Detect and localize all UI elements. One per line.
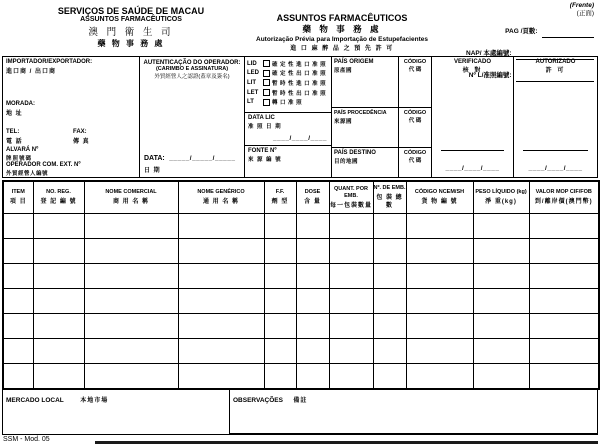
checkbox-icon	[263, 60, 270, 67]
table-cell	[178, 239, 264, 264]
auth-date-label: DATA:	[144, 155, 165, 162]
page-number-label: PAG /頁數:	[505, 28, 538, 35]
page-number-blank	[542, 29, 594, 38]
table-cell	[178, 314, 264, 339]
table-cell	[373, 239, 406, 264]
col-header-net-weight: PESO LÍQUIDO (kg) 淨 重(kg)	[473, 181, 529, 214]
verified-date-blank: ____/____/____	[445, 165, 500, 172]
licence-code: LET	[247, 89, 259, 96]
table-row	[3, 289, 599, 314]
table-cell	[33, 264, 84, 289]
table-cell	[473, 289, 529, 314]
licence-date-box	[244, 112, 332, 146]
address-label-zh: 地 址	[6, 111, 23, 117]
licence-number-label: Nº L/准照編號:	[468, 72, 512, 79]
table-cell	[296, 339, 329, 364]
table-cell	[3, 314, 33, 339]
table-cell	[84, 264, 178, 289]
col-header-item: ITEM 項 目	[3, 181, 33, 214]
form-title-zh: 藥 物 事 務 處	[302, 24, 382, 34]
table-cell	[84, 339, 178, 364]
auth-date-blank: _____/_____/_____	[169, 155, 236, 162]
table-cell	[406, 364, 473, 390]
table-cell	[406, 339, 473, 364]
table-row	[3, 339, 599, 364]
table-header-row	[3, 181, 599, 214]
licence-option-let	[245, 88, 331, 98]
verified-signature-line	[441, 150, 504, 151]
table-cell	[373, 264, 406, 289]
table-cell	[329, 214, 373, 239]
tel-label-zh: 電 話	[6, 139, 23, 145]
table-cell	[264, 314, 296, 339]
table-cell	[473, 314, 529, 339]
alvara-label: ALVARÁ Nº	[6, 147, 39, 153]
country-procedence-label: PAÍS PROCEDÊNCIA	[334, 110, 387, 116]
table-cell	[529, 364, 599, 390]
authorized-label-zh: 許 可	[545, 68, 566, 74]
local-market-box	[2, 388, 230, 435]
code-destination-box	[398, 147, 432, 178]
country-procedence-box	[331, 107, 399, 148]
tel-label: TEL:	[6, 129, 20, 135]
code-label-zh: 代 碼	[408, 67, 422, 73]
licence-option-lit	[245, 78, 331, 88]
table-cell	[84, 239, 178, 264]
table-cell	[406, 314, 473, 339]
fonte-label-zh: 來 源 編 號	[248, 157, 282, 163]
operator-number-label-zh: 外貿經營人編號	[6, 171, 49, 177]
country-origin-box	[331, 56, 399, 108]
licence-option-led	[245, 69, 331, 79]
fax-label-zh: 傳 真	[73, 139, 90, 145]
table-cell	[33, 314, 84, 339]
table-row	[3, 239, 599, 264]
table-cell	[264, 364, 296, 390]
col-header-value-mop: VALOR MOP CIF/FOB 到/離岸價(澳門幣)	[529, 181, 599, 214]
observations-box	[229, 388, 598, 435]
table-cell	[178, 214, 264, 239]
table-cell	[296, 289, 329, 314]
checkbox-icon	[263, 79, 270, 86]
side-label-pt: (Frente)	[569, 2, 594, 9]
table-cell	[473, 364, 529, 390]
col-header-pharma-form: F.F. 劑 型	[264, 181, 296, 214]
table-cell	[178, 364, 264, 390]
country-origin-label: PAÍS ORIGEM	[334, 59, 374, 65]
licence-code: LIT	[247, 79, 256, 86]
nap-label: NAP/ 本處編號:	[466, 50, 512, 57]
fax-label: FAX:	[73, 129, 87, 135]
importer-label-zh: 進口商 / 出口商	[6, 69, 57, 75]
authorized-box	[513, 56, 598, 178]
col-header-ncem-code: CÓDIGO NCEM/SH 貨 物 編 號	[406, 181, 473, 214]
verified-box	[431, 56, 514, 178]
licence-label: 暫 時 性 進 口 准 照	[272, 80, 327, 87]
col-header-generic-name: NOME GENÉRICO 通 用 名 稱	[178, 181, 264, 214]
col-header-pack-count: Nº. DE EMB. 包 裝 總 數	[373, 181, 406, 214]
table-cell	[3, 364, 33, 390]
department-name-zh: 澳 門 衛 生 司	[88, 27, 174, 38]
table-cell	[178, 339, 264, 364]
table-cell	[473, 214, 529, 239]
code-origin-box	[398, 56, 432, 108]
country-procedence-label-zh: 來源國	[334, 119, 353, 125]
auth-label-zh: 外貿經營人之認證(蓋章及簽名)	[154, 74, 230, 80]
table-cell	[373, 339, 406, 364]
auth-label-2: (CARIMBO E ASSINATURA)	[155, 66, 229, 72]
form-code: SSM - Mod. 05	[3, 436, 50, 443]
table-cell	[473, 339, 529, 364]
checkbox-icon	[263, 89, 270, 96]
fonte-number-box	[244, 145, 332, 178]
table-cell	[264, 264, 296, 289]
table-cell	[3, 289, 33, 314]
table-cell	[3, 339, 33, 364]
code-label-zh: 代 碼	[408, 118, 422, 124]
table-cell	[329, 289, 373, 314]
table-row	[3, 314, 599, 339]
licence-label: 確 定 性 出 口 准 照	[272, 71, 327, 78]
alvara-label-zh: 牌照號碼	[6, 156, 33, 162]
table-cell	[84, 289, 178, 314]
table-row	[3, 364, 599, 390]
table-cell	[406, 264, 473, 289]
table-cell	[296, 314, 329, 339]
authorized-signature-line	[523, 150, 588, 151]
department-header	[26, 6, 236, 49]
verified-label-zh: 核 對	[462, 68, 483, 74]
col-header-reg-number: NO. REG. 登 記 編 號	[33, 181, 84, 214]
table-cell	[473, 239, 529, 264]
country-destination-label: PAÍS DESTINO	[334, 150, 376, 156]
table-cell	[329, 314, 373, 339]
auth-date-label-zh: 日 期	[144, 168, 161, 174]
items-table	[2, 180, 600, 390]
col-header-commercial-name: NOME COMERCIAL 商 用 名 稱	[84, 181, 178, 214]
importer-label: IMPORTADOR/EXPORTADOR:	[6, 59, 93, 65]
form-title-pt: ASSUNTOS FARMACÊUTICOS	[276, 13, 408, 23]
table-cell	[373, 314, 406, 339]
table-cell	[33, 289, 84, 314]
licence-label: 確 定 性 進 口 准 照	[272, 61, 327, 68]
table-cell	[264, 339, 296, 364]
table-cell	[84, 364, 178, 390]
authentication-box	[139, 56, 245, 178]
licence-label: 轉 口 准 照	[272, 100, 303, 107]
local-market-label-zh: 本地市場	[80, 398, 109, 404]
table-cell	[296, 264, 329, 289]
country-origin-label-zh: 原產國	[334, 68, 353, 74]
table-cell	[296, 214, 329, 239]
licence-code: LID	[247, 60, 257, 67]
table-cell	[3, 264, 33, 289]
table-cell	[264, 289, 296, 314]
page-number-field	[466, 20, 594, 38]
table-cell	[296, 364, 329, 390]
licence-code: LT	[247, 99, 254, 106]
table-cell	[406, 289, 473, 314]
licence-option-lt	[245, 97, 331, 107]
fonte-label: FONTE Nº	[248, 148, 277, 154]
table-cell	[84, 314, 178, 339]
form-title	[222, 13, 462, 52]
operator-number-label: OPERADOR COM. EXT. Nº	[6, 162, 81, 168]
authorized-label: AUTORIZADO	[535, 59, 576, 65]
table-cell	[33, 214, 84, 239]
table-cell	[329, 339, 373, 364]
table-cell	[406, 214, 473, 239]
col-header-qty-per-pack: QUANT. POR EMB. 每一包裝數量	[329, 181, 373, 214]
code-label: CÓDIGO	[403, 59, 427, 65]
observations-label: OBSERVAÇÕES	[233, 397, 283, 404]
licence-date-label-zh: 准 照 日 期	[248, 124, 282, 130]
licence-type-box	[244, 56, 332, 113]
licence-option-lid	[245, 59, 331, 69]
table-cell	[33, 239, 84, 264]
department-subname-zh: 藥 物 事 務 處	[97, 39, 165, 48]
table-cell	[473, 264, 529, 289]
table-cell	[33, 364, 84, 390]
table-cell	[84, 214, 178, 239]
form-subtitle-pt: Autorização Prévia para Importação de Estupefacientes	[256, 36, 428, 43]
table-cell	[529, 289, 599, 314]
table-cell	[264, 214, 296, 239]
observations-label-zh: 備註	[293, 398, 308, 404]
side-label-zh: (正面)	[576, 9, 594, 17]
table-row	[3, 264, 599, 289]
upper-form	[2, 56, 598, 178]
table-cell	[3, 214, 33, 239]
auth-date-field	[144, 147, 236, 165]
code-label: CÓDIGO	[403, 150, 427, 156]
checkbox-icon	[263, 70, 270, 77]
checkbox-icon	[263, 99, 270, 106]
licence-date-label: DATA LIC	[248, 115, 275, 121]
department-subname: ASSUNTOS FARMACÊUTICOS	[80, 16, 182, 23]
table-cell	[178, 289, 264, 314]
table-cell	[178, 264, 264, 289]
items-table-body	[3, 214, 599, 390]
table-cell	[406, 239, 473, 264]
verified-label: VERIFICADO	[453, 59, 491, 65]
licence-date-blank: ____/____/____	[273, 135, 327, 142]
col-header-dose: DOSE 含 量	[296, 181, 329, 214]
table-cell	[329, 264, 373, 289]
scan-artifact	[95, 441, 598, 444]
local-market-label: MERCADO LOCAL	[6, 397, 64, 404]
table-cell	[529, 314, 599, 339]
table-cell	[373, 364, 406, 390]
table-cell	[529, 214, 599, 239]
code-label-zh: 代 碼	[408, 158, 422, 164]
table-cell	[296, 239, 329, 264]
country-destination-label-zh: 目的地國	[334, 159, 359, 165]
table-cell	[329, 364, 373, 390]
authorized-date-blank: ____/____/____	[528, 165, 583, 172]
table-cell	[373, 214, 406, 239]
code-procedence-box	[398, 107, 432, 148]
table-cell	[33, 339, 84, 364]
table-cell	[3, 239, 33, 264]
table-cell	[329, 239, 373, 264]
licence-label: 暫 時 性 出 口 准 照	[272, 90, 327, 97]
code-label: CÓDIGO	[403, 110, 427, 116]
table-cell	[373, 289, 406, 314]
importer-exporter-box	[2, 56, 140, 178]
table-cell	[529, 264, 599, 289]
table-cell	[264, 239, 296, 264]
table-cell	[529, 339, 599, 364]
table-cell	[529, 239, 599, 264]
form-subtitle-zh: 進 口 麻 醉 品 之 預 先 許 可	[290, 46, 394, 52]
department-name: SERVIÇOS DE SAÚDE DE MACAU	[57, 6, 205, 16]
auth-label-1: AUTENTICAÇÃO DO OPERADOR:	[143, 60, 241, 66]
address-label: MORADA:	[6, 101, 35, 107]
table-row	[3, 214, 599, 239]
country-destination-box	[331, 147, 399, 178]
licence-code: LED	[247, 70, 259, 77]
